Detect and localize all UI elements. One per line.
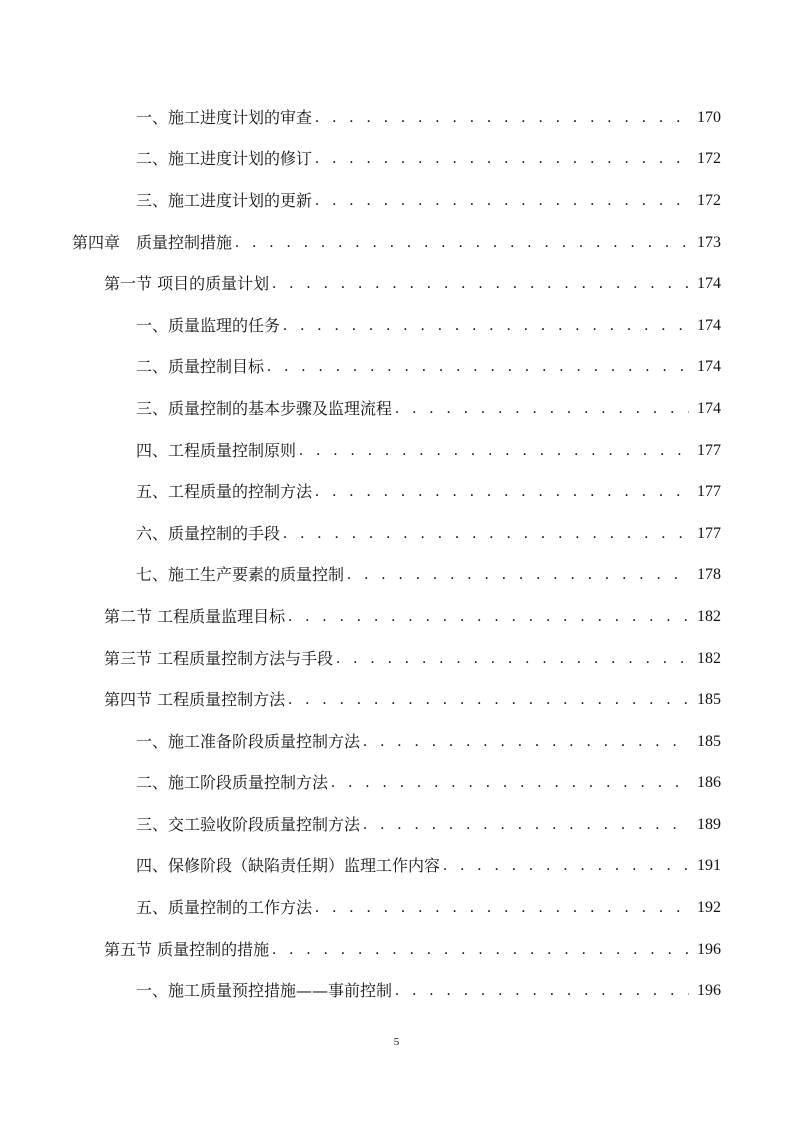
toc-entry-page: 177 (697, 441, 721, 459)
toc-entry-page: 174 (697, 275, 721, 293)
toc-entry-title: 第二节 工程质量监理目标 (104, 606, 286, 626)
toc-entry[interactable] (0, 929, 793, 971)
toc-entry-title: 四、保修阶段（缺陷责任期）监理工作内容 (136, 856, 441, 876)
toc-entry-title: 二、施工进度计划的修订 (136, 149, 313, 169)
toc-dot-leader (267, 357, 689, 377)
toc-dot-leader (299, 441, 689, 461)
toc-entry-page: 196 (697, 940, 721, 958)
toc-entry[interactable] (0, 721, 793, 763)
toc-entry[interactable] (0, 388, 793, 430)
toc-entry-title: 二、质量控制目标 (136, 357, 265, 377)
toc-entry-page: 170 (697, 108, 721, 126)
toc-dot-leader (272, 940, 689, 960)
toc-entry-title: 二、施工阶段质量控制方法 (136, 773, 329, 793)
page-number: 5 (393, 1036, 400, 1048)
toc-dot-leader (443, 856, 689, 876)
toc-entry-title: 一、质量监理的任务 (136, 315, 281, 335)
toc-entry-page: 196 (697, 982, 721, 1000)
toc-dot-leader (283, 316, 689, 336)
toc-dot-leader (395, 981, 689, 1001)
toc-entry[interactable] (0, 763, 793, 805)
toc-dot-leader (395, 399, 689, 419)
toc-entry-title: 三、施工进度计划的更新 (136, 190, 313, 210)
toc-entry[interactable] (0, 846, 793, 888)
toc-entry[interactable] (0, 887, 793, 929)
toc-entry[interactable] (0, 804, 793, 846)
toc-entry-page: 189 (697, 815, 721, 833)
toc-entry-title: 五、质量控制的工作方法 (136, 898, 313, 918)
table-of-contents (0, 97, 793, 1012)
toc-entry-page: 192 (697, 899, 721, 917)
toc-entry-page: 178 (697, 566, 721, 584)
toc-entry-page: 186 (697, 774, 721, 792)
toc-entry[interactable] (0, 638, 793, 680)
toc-dot-leader (336, 649, 689, 669)
toc-entry-page: 185 (697, 732, 721, 750)
toc-entry-title: 第一节 项目的质量计划 (104, 274, 270, 294)
toc-entry-page: 182 (697, 607, 721, 625)
toc-entry-page: 174 (697, 316, 721, 334)
toc-entry-page: 172 (697, 150, 721, 168)
toc-dot-leader (315, 191, 689, 211)
toc-entry-page: 185 (697, 691, 721, 709)
toc-entry-title: 第四章 质量控制措施 (72, 232, 233, 252)
toc-entry[interactable] (0, 139, 793, 181)
toc-entry[interactable] (0, 596, 793, 638)
toc-entry-title: 三、质量控制的基本步骤及监理流程 (136, 398, 393, 418)
toc-entry-page: 182 (697, 649, 721, 667)
toc-entry-title: 四、工程质量控制原则 (136, 440, 297, 460)
toc-dot-leader (235, 233, 689, 253)
toc-dot-leader (363, 732, 689, 752)
toc-entry-page: 174 (697, 399, 721, 417)
toc-entry-page: 172 (697, 191, 721, 209)
toc-entry[interactable] (0, 180, 793, 222)
toc-dot-leader (315, 108, 689, 128)
toc-entry-title: 一、施工进度计划的审查 (136, 107, 313, 127)
toc-entry-page: 174 (697, 358, 721, 376)
toc-entry-title: 五、工程质量的控制方法 (136, 482, 313, 502)
toc-entry-title: 一、施工质量预控措施——事前控制 (136, 981, 393, 1001)
toc-entry-title: 三、交工验收阶段质量控制方法 (136, 814, 361, 834)
toc-entry-title: 七、施工生产要素的质量控制 (136, 565, 345, 585)
toc-entry[interactable] (0, 263, 793, 305)
toc-entry-title: 第三节 工程质量控制方法与手段 (104, 648, 334, 668)
toc-entry-title: 一、施工准备阶段质量控制方法 (136, 731, 361, 751)
toc-entry-page: 191 (697, 857, 721, 875)
toc-dot-leader (315, 482, 689, 502)
toc-entry[interactable] (0, 430, 793, 472)
toc-entry[interactable] (0, 222, 793, 264)
toc-dot-leader (288, 690, 689, 710)
toc-dot-leader (288, 607, 689, 627)
toc-dot-leader (272, 274, 689, 294)
toc-entry[interactable] (0, 97, 793, 139)
toc-entry[interactable] (0, 471, 793, 513)
toc-dot-leader (315, 149, 689, 169)
toc-entry-page: 173 (697, 233, 721, 251)
toc-entry-page: 177 (697, 483, 721, 501)
toc-dot-leader (331, 773, 689, 793)
toc-entry[interactable] (0, 305, 793, 347)
toc-entry[interactable] (0, 679, 793, 721)
toc-entry-title: 第五节 质量控制的措施 (104, 939, 270, 959)
toc-entry[interactable] (0, 555, 793, 597)
toc-dot-leader (315, 898, 689, 918)
toc-entry[interactable] (0, 347, 793, 389)
toc-entry[interactable] (0, 970, 793, 1012)
toc-entry-page: 177 (697, 524, 721, 542)
toc-entry-title: 六、质量控制的手段 (136, 523, 281, 543)
toc-dot-leader (347, 565, 689, 585)
toc-entry[interactable] (0, 513, 793, 555)
toc-dot-leader (363, 815, 689, 835)
toc-dot-leader (283, 524, 689, 544)
toc-entry-title: 第四节 工程质量控制方法 (104, 690, 286, 710)
